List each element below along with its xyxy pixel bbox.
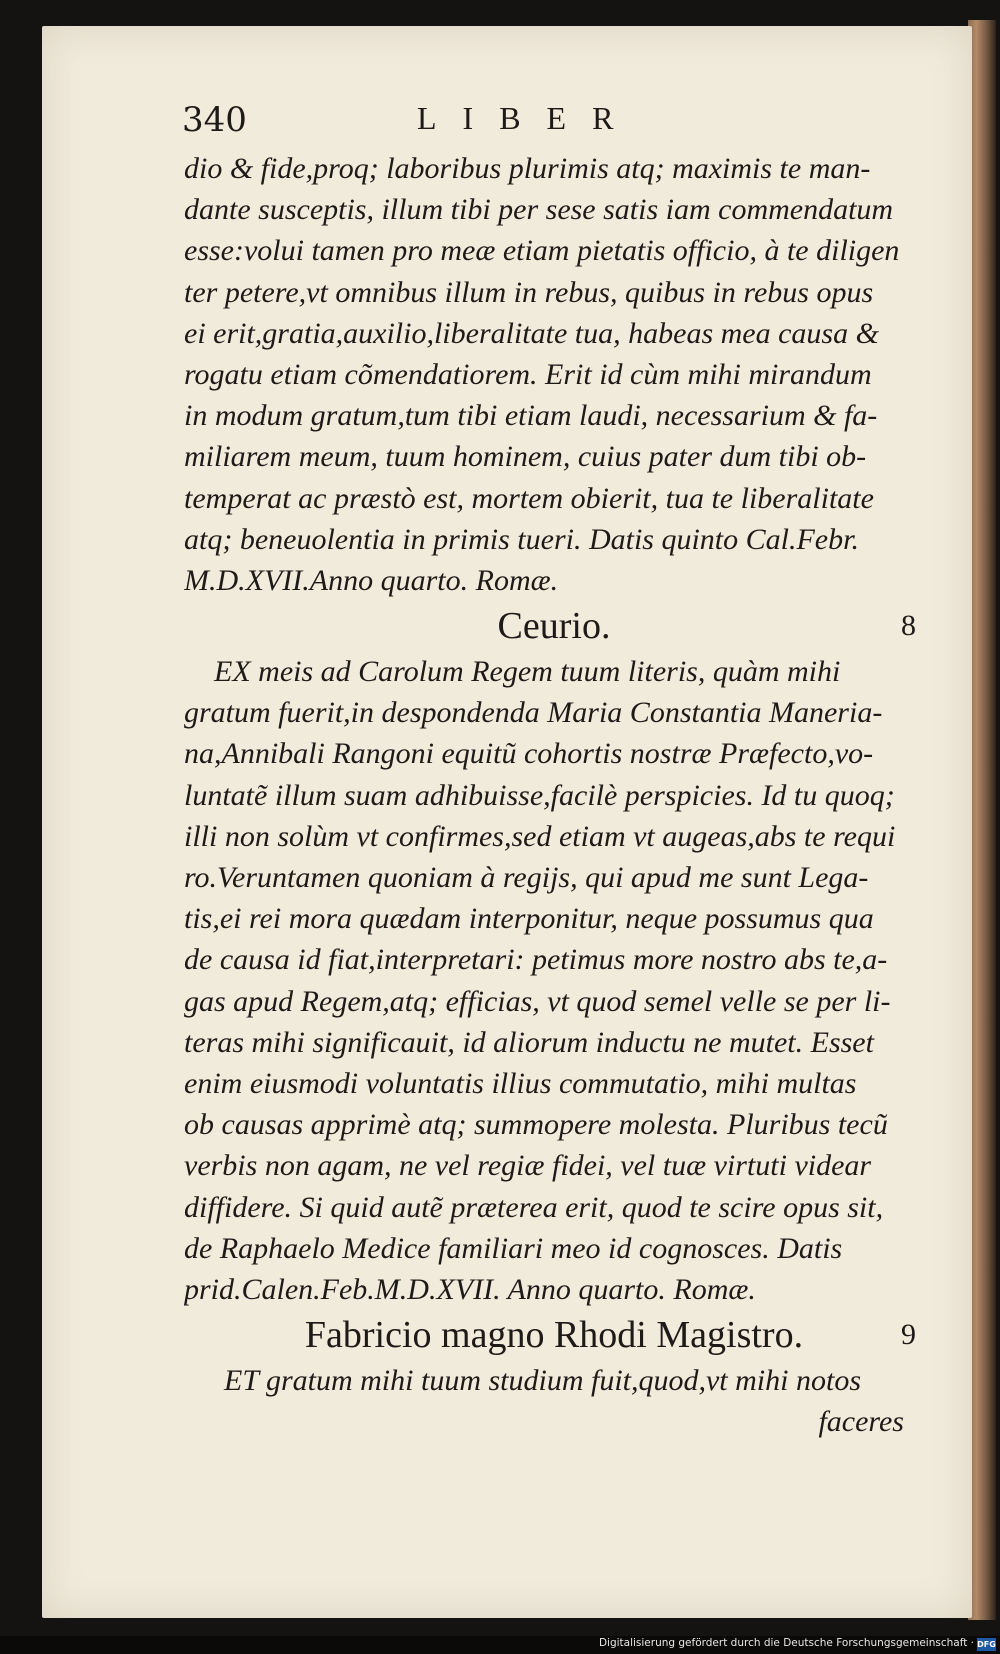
text-line: in modum gratum,tum tibi etiam laudi, necessarium & fa- [184, 399, 878, 433]
text-line: ET gratum mihi tuum studium fuit,quod,vt mihi notos [224, 1364, 861, 1398]
letter-7-tail [184, 148, 924, 601]
letter-9-number: 9 [901, 1318, 916, 1352]
running-title: LIBER [417, 100, 640, 136]
text-line: verbis non agam, ne vel regiæ fidei, vel tuæ virtuti videar [184, 1149, 872, 1183]
text-line: na,Annibali Rangoni equitũ cohortis nostræ Præfecto,vo- [184, 737, 874, 771]
text-line: illi non solùm vt confirmes,sed etiam vt augeas,abs te requi [184, 819, 896, 853]
text-line: diffidere. Si quid autẽ præterea erit, quod te scire opus sit, [184, 1190, 884, 1224]
funding-credit: Digitalisierung gefördert durch die Deutsche Forschungsgemeinschaft · [598, 1637, 974, 1649]
dfg-logo-icon: DFG [977, 1640, 996, 1649]
letter-8-addressee: Ceurio. [497, 605, 611, 648]
text-line: rogatu etiam cõmendatiorem. Erit id cùm mihi mirandum [184, 357, 872, 391]
page-edge [968, 20, 996, 1620]
text-line: tis,ei rei mora quædam interponitur, neque possumus qua [184, 902, 874, 936]
text-line: ei erit,gratia,auxilio,liberalitate tua, habeas mea causa & [184, 316, 879, 350]
text-line: miliarem meum, tuum hominem, cuius pater dum tibi ob- [184, 440, 867, 474]
text-line: luntatẽ illum suam adhibuisse,facilè perspicies. Id tu quoq; [184, 778, 895, 812]
letter-9-addressee: Fabricio magno Rhodi Magistro. [304, 1314, 804, 1357]
letter-8-number: 8 [901, 609, 916, 643]
text-line: atq; beneuolentia in primis tueri. Datis quinto Cal.Febr. [184, 522, 859, 556]
text-line: prid.Calen.Feb.M.D.XVII. Anno quarto. Romæ. [184, 1272, 756, 1306]
text-line: dante susceptis, illum tibi per sese satis iam commendatum [184, 193, 894, 227]
letter-9-body [184, 1360, 924, 1442]
text-line: M.D.XVII.Anno quarto. Romæ. [184, 563, 559, 597]
catchword: faceres [818, 1405, 904, 1439]
page-header [182, 100, 782, 150]
text-line: temperat ac præstò est, mortem obierit, tua te liberalitate [184, 481, 874, 515]
page-body [184, 148, 924, 1442]
text-line: ob causas apprimè atq; summopere molesta. Pluribus tecũ [184, 1108, 888, 1142]
text-line: gratum fuerit,in despondenda Maria Constantia Maneria- [184, 696, 883, 730]
text-line: teras mihi significauit, id aliorum inductu ne mutet. Esset [184, 1025, 874, 1059]
text-line: esse:volui tamen pro meæ etiam pietatis officio, à te diligen [184, 234, 900, 268]
text-line: de causa id fiat,interpretari: petimus more nostro abs te,a- [184, 943, 888, 977]
text-line: gas apud Regem,atq; efficias, vt quod semel velle se per li- [184, 984, 891, 1018]
letter-9-heading [184, 1310, 924, 1360]
text-line: dio & fide,proq; laboribus plurimis atq; maximis te man- [184, 152, 871, 185]
folio-number: 340 [182, 100, 247, 140]
letter-8-body [184, 651, 924, 1310]
text-line: EX meis ad Carolum Regem tuum literis, quàm mihi [214, 655, 841, 689]
text-line: de Raphaelo Medice familiari meo id cognosces. Datis [184, 1231, 843, 1265]
letter-8-heading [184, 601, 924, 651]
text-line: enim eiusmodi voluntatis illius commutatio, mihi multas [184, 1066, 857, 1100]
text-line: ter petere,vt omnibus illum in rebus, quibus in rebus opus [184, 275, 874, 309]
text-line: ro.Veruntamen quoniam à regijs, qui apud me sunt Lega- [184, 861, 869, 894]
